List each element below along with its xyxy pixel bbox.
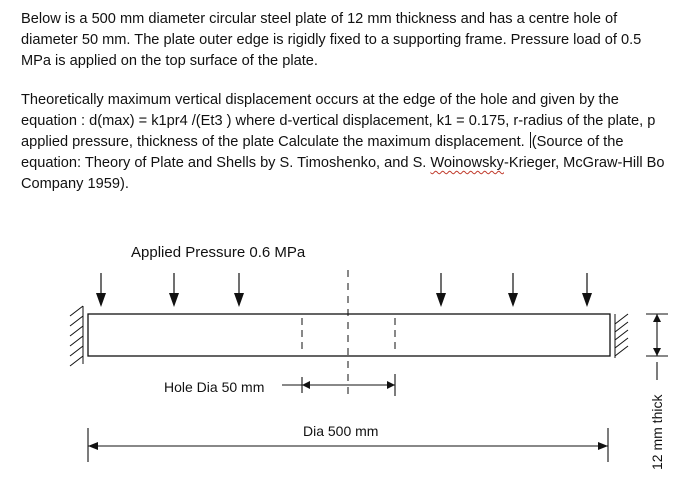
pressure-arrows <box>96 273 592 307</box>
thickness-label: 12 mm thick <box>649 394 665 470</box>
steel-plate <box>88 314 610 356</box>
pressure-arrow <box>234 273 244 307</box>
pressure-arrow <box>169 273 179 307</box>
paragraph-1-line-3: MPa is applied on the top surface of the plate. <box>21 53 318 69</box>
thickness-dimension-line <box>646 314 668 380</box>
paragraph-1-line-1: Below is a 500 mm diameter circular steel plate of 12 mm thickness and has a centre hole of <box>21 11 618 27</box>
fixed-support-left <box>70 306 83 366</box>
spellcheck-flagged-word[interactable]: Woinowsky <box>430 155 504 171</box>
pressure-label: Applied Pressure 0.6 MPa <box>131 244 306 261</box>
plate-dia-label: Dia 500 mm <box>303 423 379 439</box>
line-4-prefix: equation: Theory of Plate and Shells by S. Timoshenko, and S. <box>21 155 431 171</box>
line-3-text-after-caret: (Source of the <box>531 134 624 150</box>
paragraph-2-line-2: equation : d(max) = k1pr4 /(Et3 ) where d-vertical displacement, k1 = 0.175, r-radius of the plate, p <box>21 113 656 129</box>
pressure-arrow <box>96 273 106 307</box>
pressure-arrow <box>508 273 518 307</box>
line-3-text-before-caret: applied pressure, thickness of the plate Calculate the maximum displacement. <box>21 134 529 150</box>
hole-dia-label: Hole Dia 50 mm <box>164 379 265 395</box>
paragraph-2-line-1: Theoretically maximum vertical displacement occurs at the edge of the hole and given by the <box>21 92 619 108</box>
paragraph-1-line-2: diameter 50 mm. The plate outer edge is rigidly fixed to a supporting frame. Pressure load of 0.5 <box>21 32 642 48</box>
pressure-arrow <box>436 273 446 307</box>
fixed-support-right <box>615 314 628 358</box>
paragraph-2-line-5: Company 1959). <box>21 176 129 192</box>
hole-dimension-line <box>282 374 395 396</box>
line-4-suffix: -Krieger, McGraw-Hill Bo <box>503 155 665 171</box>
pressure-arrow <box>582 273 592 307</box>
